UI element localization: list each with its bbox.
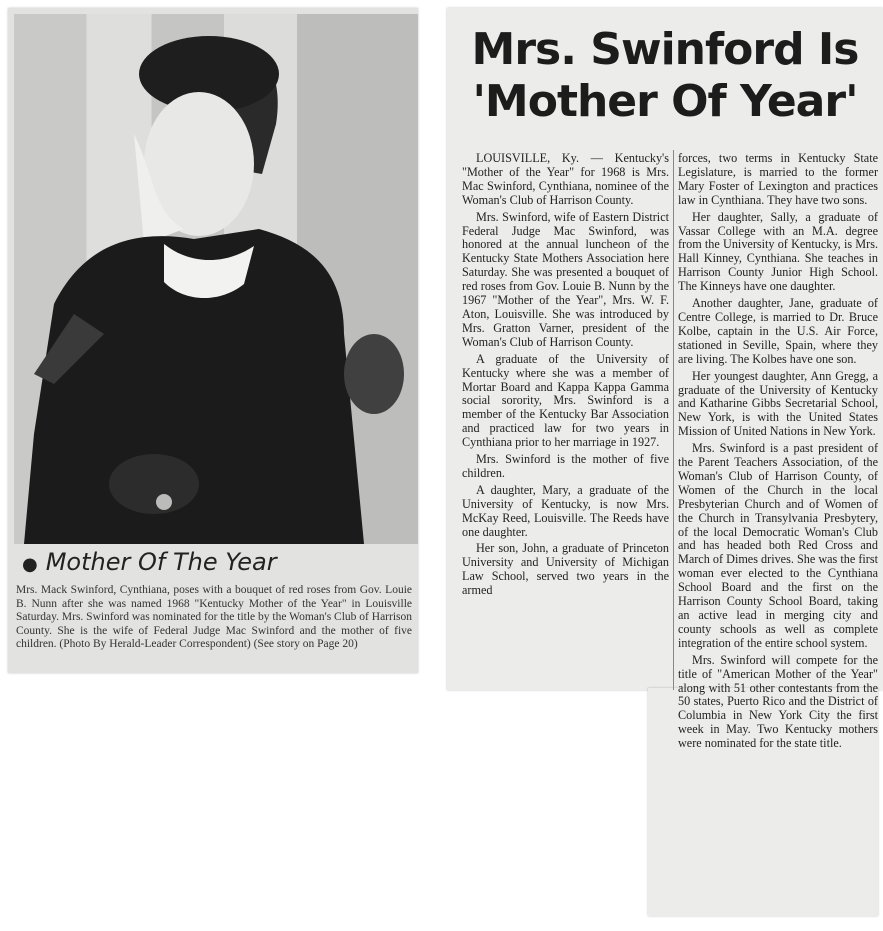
article-paragraph: Her son, John, a graduate of Princeton University and University of Michigan Law School, served two years in the armed	[462, 541, 669, 598]
photo-caption-text: Mrs. Mack Swinford, Cynthiana, poses with a bouquet of red roses from Gov. Louie B. Nunn after she was named 1968 "Kentucky Mother of the Year" in Louisville Saturday. Mrs. Swinford was nominated for the title by the Woman's Club of Harrison County. She is the wife of Federal Judge Mac Swinford and the mother of five children. (Photo By Herald-Leader Correspondent) (See story on Page 20)	[16, 584, 412, 651]
article-paragraph: A graduate of the University of Kentucky where she was a member of Mortar Board and Kappa Kappa Gamma social sorority, Mrs. Swinford is a member of the Kentucky Bar Association and practiced law for two years in Cynthiana prior to her marriage in 1927.	[462, 351, 669, 450]
column-divider	[673, 150, 674, 690]
article-paragraph: forces, two terms in Kentucky State Legislature, is married to the former Mary Foster of Lexington and practices law in Cynthiana. They have two sons.	[678, 152, 878, 207]
portrait-figure-image	[14, 14, 418, 544]
portrait-photo	[14, 14, 418, 544]
article-paragraph: Another daughter, Jane, graduate of Centre College, is married to Dr. Bruce Kolbe, captain in the U.S. Air Force, stationed in Seville, Spain, where they are living. The Kolbes have one son.	[678, 296, 878, 366]
article-paragraph: A daughter, Mary, a graduate of the University of Kentucky, is now Mrs. McKay Reed, Louisville. The Reeds have one daughter.	[462, 482, 669, 539]
bullet-icon: ●	[22, 554, 38, 575]
article-paragraph: Mrs. Swinford is the mother of five children.	[462, 452, 669, 480]
article-paragraph: Her youngest daughter, Ann Gregg, a graduate of the University of Kentucky and Katharine Gibbs Secretarial School, New York, is with the United States Mission of United Nations in New York.	[678, 368, 878, 439]
article-paragraph: LOUISVILLE, Ky. — Kentucky's "Mother of the Year" for 1968 is Mrs. Mac Swinford, Cynthiana, nominee of the Woman's Club of Harrison County.	[462, 152, 669, 207]
photo-caption-title	[22, 548, 412, 576]
caption-title-text: Mother Of The Year	[45, 548, 277, 576]
article-column-2	[678, 152, 878, 918]
article-headline	[455, 24, 875, 128]
article-column-1	[462, 152, 669, 682]
article-paragraph: Her daughter, Sally, a graduate of Vassar College with an M.A. degree from the University of Kentucky, is Mrs. Hall Kinney, Cynthiana. She teaches in Harrison County Junior High School. The Kinneys have one daughter.	[678, 209, 878, 294]
headline-line-2: 'Mother Of Year'	[472, 76, 858, 127]
photo-clipping	[8, 8, 418, 673]
article-paragraph: Mrs. Swinford, wife of Eastern District Federal Judge Mac Swinford, was honored at the annual luncheon of the Kentucky State Mothers Association here Saturday. She was presented a bouquet of red roses from Gov. Louie B. Nunn by the 1967 "Mother of the Year", Mrs. W. F. Aton, Louisville. She was introduced by Mrs. Gratton Varner, president of the Woman's Club of Harrison County.	[462, 209, 669, 349]
article-paragraph: Mrs. Swinford will compete for the title of "American Mother of the Year" along with 51 other contestants from the 50 states, Puerto Rico and the District of Columbia in New York City the first week in May. Two Kentucky mothers were nominated for the state title.	[678, 652, 878, 751]
headline-line-1: Mrs. Swinford Is	[471, 24, 859, 75]
article-paragraph: Mrs. Swinford is a past president of the Parent Teachers Association, of the Woman's Club of Harrison County, of Women of the Church in the local Presbyterian Church and of Women of the Church in Transylvania Presbytery, of the local Democratic Woman's Club and has headed both Red Cross and March of Dimes drives. She was the first woman ever elected to the Cynthiana School Board and the first on the Harrison County School Board, taking an active lead in merging city and county schools as well as complete integration of the entire school system.	[678, 441, 878, 650]
